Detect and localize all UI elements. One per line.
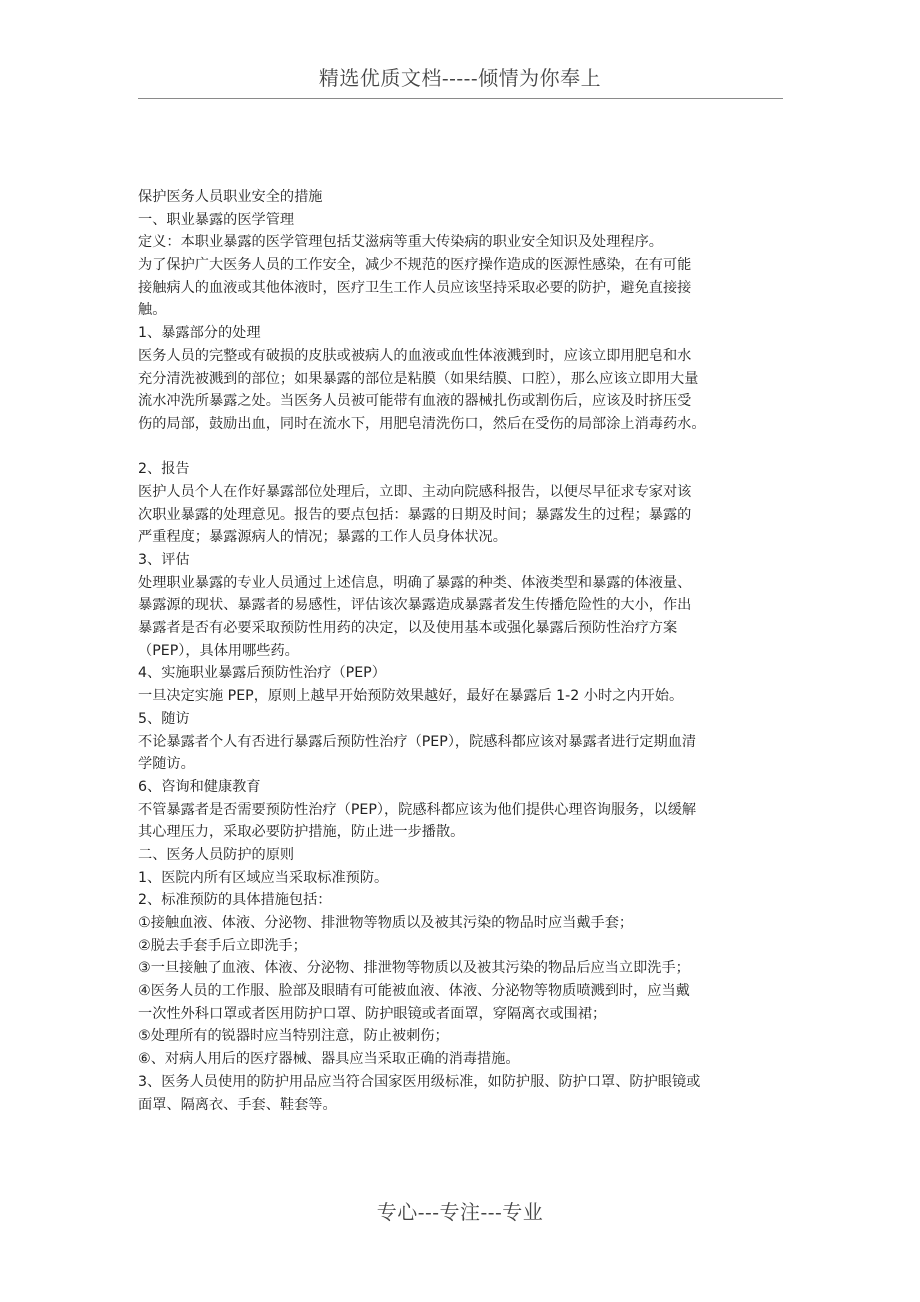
document-body (138, 186, 786, 1116)
text-line: 其心理压力，采取必要防护措施，防止进一步播散。 (138, 824, 465, 841)
document-title: 保护医务人员职业安全的措施 (138, 189, 323, 205)
text-line: 5、随访 (138, 710, 190, 727)
text-line: 伤的局部，鼓励出血，同时在流水下，用肥皂清洗伤口，然后在受伤的局部涂上消毒药水。 (138, 415, 706, 432)
text-line: 1、暴露部分的处理 (138, 325, 261, 342)
text-line: 3、评估 (138, 552, 190, 568)
text-line: 1、医院内所有区域应当采取标准预防。 (138, 869, 389, 886)
text-line: ⑥、对病人用后的医疗器械、器具应当采取正确的消毒措施。 (138, 1051, 520, 1068)
text-line: 一、职业暴露的医学管理 (138, 211, 295, 228)
text-line: 医护人员个人在作好暴露部位处理后，立即、主动向院感科报告，以便尽早征求专家对该 (138, 483, 692, 500)
text-line: 接触病人的血液或其他体液时，医疗卫生工作人员应该坚持采取必要的防护，避免直接接 (138, 279, 692, 296)
text-line: 不论暴露者个人有否进行暴露后预防性治疗（PEP），院感科都应该对暴露者进行定期血清 (138, 733, 697, 750)
text-line: ②脱去手套手后立即洗手； (138, 937, 307, 954)
text-line: 6、咨询和健康教育 (138, 778, 261, 795)
text-line: ⑤处理所有的锐器时应当特别注意，防止被刺伤； (138, 1028, 449, 1045)
text-line: ④医务人员的工作服、脸部及眼睛有可能被血液、体液、分泌物等物质喷溅到时，应当戴 (138, 983, 690, 1000)
text-line: 二、医务人员防护的原则 (138, 846, 295, 863)
text-line: 学随访。 (138, 756, 195, 773)
text-line: 暴露者是否有必要采取预防性用药的决定，以及使用基本或强化暴露后预防性治疗方案 (138, 620, 678, 637)
text-line: （PEP），具体用哪些药。 (138, 642, 299, 659)
text-line: 医务人员的完整或有破损的皮肤或被病人的血液或血性体液溅到时，应该立即用肥皂和水 (138, 347, 692, 364)
text-line: 暴露源的现状、暴露者的易感性，评估该次暴露造成暴露者发生传播危险性的大小，作出 (138, 597, 692, 614)
text-line: 触。 (138, 302, 167, 319)
text-line: 次职业暴露的处理意见。报告的要点包括：暴露的日期及时间；暴露发生的过程；暴露的 (138, 506, 692, 523)
text-line: 处理职业暴露的专业人员通过上述信息，明确了暴露的种类、体液类型和暴露的体液量、 (138, 574, 692, 591)
text-line: 定义：本职业暴露的医学管理包括艾滋病等重大传染病的职业安全知识及处理程序。 (138, 234, 663, 251)
text-line: ③一旦接触了血液、体液、分泌物、排泄物等物质以及被其污染的物品后应当立即洗手； (138, 960, 690, 977)
text-line: 2、标准预防的具体措施包括： (138, 892, 332, 909)
text-line: 充分清洗被溅到的部位；如果暴露的部位是粘膜（如果结膜、口腔），那么应该立即用大量 (138, 370, 699, 387)
header-divider (138, 98, 783, 99)
text-line: 面罩、隔离衣、手套、鞋套等。 (138, 1096, 337, 1113)
text-line: 严重程度；暴露源病人的情况；暴露的工作人员身体状况。 (138, 529, 507, 546)
page-header: 精选优质文档-----倾情为你奉上 (318, 66, 602, 90)
page-footer: 专心---专注---专业 (376, 1200, 544, 1224)
blank-line (138, 436, 786, 459)
text-line: ①接触血液、体液、分泌物、排泄物等物质以及被其污染的物品时应当戴手套； (138, 915, 634, 931)
text-line: 为了保护广大医务人员的工作安全，减少不规范的医疗操作造成的医源性感染，在有可能 (138, 257, 692, 274)
text-line: 流水冲洗所暴露之处。当医务人员被可能带有血液的器械扎伤或割伤后，应该及时挤压受 (138, 393, 692, 410)
text-line: 3、医务人员使用的防护用品应当符合国家医用级标准，如防护服、防护口罩、防护眼镜或 (138, 1073, 701, 1090)
document-lines (138, 209, 786, 1117)
text-line: 不管暴露者是否需要预防性治疗（PEP），院感科都应该为他们提供心理咨询服务，以缓解 (138, 801, 697, 818)
text-line: 4、实施职业暴露后预防性治疗（PEP） (138, 665, 386, 682)
text-line: 一次性外科口罩或者医用防护口罩、防护眼镜或者面罩，穿隔离衣或围裙； (138, 1005, 607, 1022)
text-line: 一旦决定实施 PEP，原则上越早开始预防效果越好，最好在暴露后 1-2 小时之内开始。 (138, 688, 684, 705)
text-line: 2、报告 (138, 461, 190, 478)
